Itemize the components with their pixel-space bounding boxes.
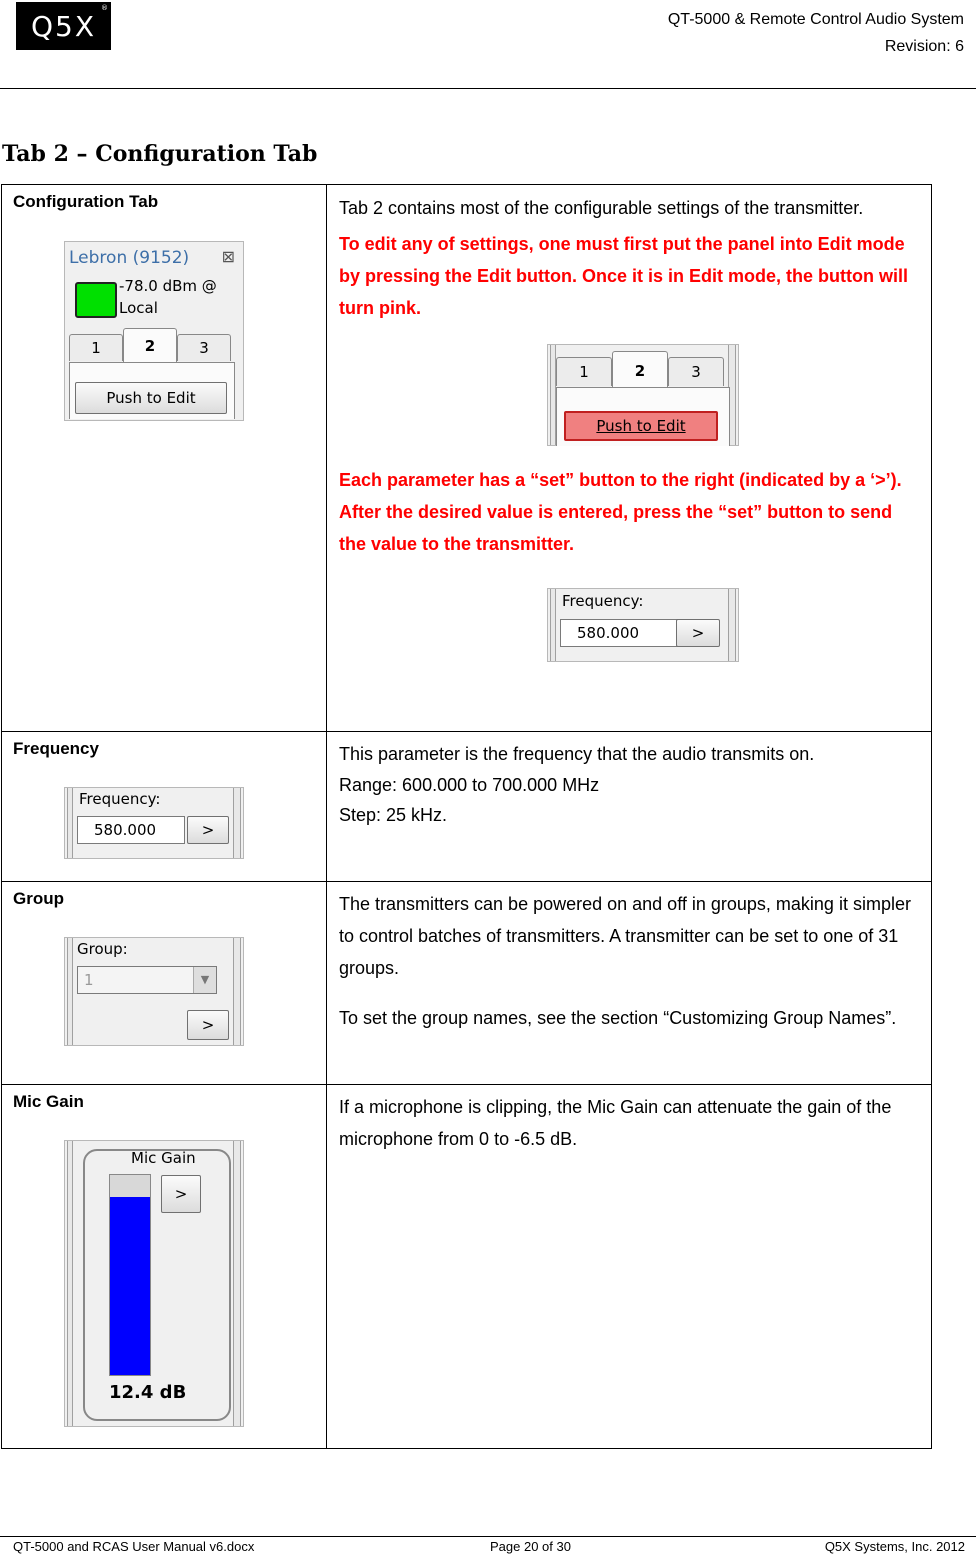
frequency-screenshot bbox=[547, 588, 739, 662]
description-text: If a microphone is clipping, the Mic Gain can attenuate the gain of the microphone from 0 to -6.5 dB. bbox=[339, 1097, 892, 1149]
logo-text: Q5X bbox=[30, 9, 97, 43]
chevron-down-icon[interactable]: ▼ bbox=[193, 967, 216, 993]
mic-gain-group bbox=[83, 1149, 231, 1421]
group-names-note: To set the group names, see the section “Customizing Group Names”. bbox=[339, 1008, 897, 1028]
range-line: Range: 600.000 to 700.000 MHz bbox=[339, 775, 600, 795]
frequency-input[interactable]: 580.000 bbox=[77, 816, 185, 844]
frequency-set-button[interactable]: > bbox=[676, 619, 720, 647]
set-button-note: Each parameter has a “set” button to the right (indicated by a ‘>’). After the desired value is entered, press the “set” button to send the value to the transmitter. bbox=[339, 470, 902, 554]
table-row bbox=[2, 185, 932, 732]
mic-gain-set-button[interactable]: > bbox=[161, 1175, 201, 1213]
footer-page-number: Page 20 of 30 bbox=[490, 1539, 571, 1554]
frequency-screenshot bbox=[64, 787, 244, 859]
page-header bbox=[668, 6, 964, 60]
window-edge bbox=[67, 1141, 73, 1426]
row-label: Frequency bbox=[13, 739, 99, 758]
mic-gain-title: Mic Gain bbox=[131, 1149, 196, 1167]
group-set-button[interactable]: > bbox=[187, 1010, 229, 1040]
table-row bbox=[2, 882, 932, 1085]
window-edge bbox=[67, 788, 73, 858]
description-cell bbox=[327, 732, 932, 882]
edit-mode-screenshot bbox=[547, 344, 739, 446]
signal-readout: -78.0 dBm @ bbox=[119, 277, 217, 295]
description-cell bbox=[327, 1085, 932, 1449]
footer-filename: QT-5000 and RCAS User Manual v6.docx bbox=[13, 1539, 255, 1554]
document-title: QT-5000 & Remote Control Audio System bbox=[667, 11, 964, 28]
frequency-set-button[interactable]: > bbox=[187, 816, 229, 844]
mic-gain-level-meter[interactable] bbox=[109, 1174, 151, 1376]
footer-copyright: Q5X Systems, Inc. 2012 bbox=[824, 1539, 965, 1554]
label-cell bbox=[2, 732, 327, 882]
header-divider bbox=[0, 88, 976, 89]
window-edge bbox=[550, 589, 556, 661]
tab-2[interactable]: 2 bbox=[123, 328, 177, 363]
edit-mode-note: To edit any of settings, one must first put the panel into Edit mode by pressing the Edit button. Once it is in Edit mode, the button will turn pink. bbox=[339, 234, 909, 318]
group-label: Group: bbox=[77, 940, 128, 958]
window-edge bbox=[67, 938, 73, 1045]
close-icon[interactable]: ⊠ bbox=[221, 247, 235, 266]
description-cell bbox=[327, 185, 932, 732]
tab-3[interactable]: 3 bbox=[668, 357, 724, 386]
description-text: The transmitters can be powered on and off in groups, making it simpler to control batches of transmitters. A transmitter can be set to one of 31 groups. bbox=[339, 894, 911, 978]
row-label: Mic Gain bbox=[13, 1092, 84, 1111]
description-text: Tab 2 contains most of the configurable settings of the transmitter. bbox=[339, 198, 864, 218]
remote-panel-screenshot bbox=[64, 241, 244, 421]
q5x-logo bbox=[16, 2, 111, 50]
window-edge bbox=[728, 589, 736, 661]
tab-2[interactable]: 2 bbox=[612, 351, 668, 388]
label-cell bbox=[2, 185, 327, 732]
description-line: This parameter is the frequency that the audio transmits on. bbox=[339, 744, 815, 764]
table-row bbox=[2, 1085, 932, 1449]
mic-gain-value: 12.4 dB bbox=[109, 1382, 187, 1403]
tab-3[interactable]: 3 bbox=[177, 334, 231, 361]
group-select[interactable] bbox=[77, 966, 217, 994]
frequency-input[interactable]: 580.000 bbox=[560, 619, 680, 647]
settings-table bbox=[1, 184, 932, 1449]
mic-gain-level-bar bbox=[110, 1197, 150, 1375]
row-label: Configuration Tab bbox=[13, 192, 159, 211]
description-cell bbox=[327, 882, 932, 1085]
footer-divider bbox=[0, 1536, 976, 1537]
tab-1[interactable]: 1 bbox=[556, 357, 612, 386]
group-select-value: 1 bbox=[84, 971, 94, 989]
push-to-edit-button[interactable]: Push to Edit bbox=[75, 382, 227, 414]
label-cell bbox=[2, 882, 327, 1085]
panel-title: Lebron (9152) bbox=[69, 248, 190, 268]
section-title: Tab 2 – Configuration Tab bbox=[2, 141, 318, 167]
step-line: Step: 25 kHz. bbox=[339, 805, 448, 825]
registered-mark: ® bbox=[101, 4, 108, 12]
status-led bbox=[75, 282, 117, 318]
location-label: Local bbox=[119, 299, 158, 317]
push-to-edit-button-pink[interactable]: Push to Edit bbox=[564, 411, 718, 441]
group-screenshot bbox=[64, 937, 244, 1046]
revision-label: Revision: 6 bbox=[884, 38, 964, 55]
frequency-label: Frequency: bbox=[79, 790, 161, 808]
tab-1[interactable]: 1 bbox=[69, 334, 123, 361]
row-label: Group bbox=[13, 889, 64, 908]
label-cell bbox=[2, 1085, 327, 1449]
frequency-label: Frequency: bbox=[562, 592, 644, 610]
window-edge bbox=[233, 788, 241, 858]
mic-gain-screenshot bbox=[64, 1140, 244, 1427]
window-edge bbox=[233, 1141, 241, 1426]
table-row bbox=[2, 732, 932, 882]
window-edge bbox=[233, 938, 241, 1045]
